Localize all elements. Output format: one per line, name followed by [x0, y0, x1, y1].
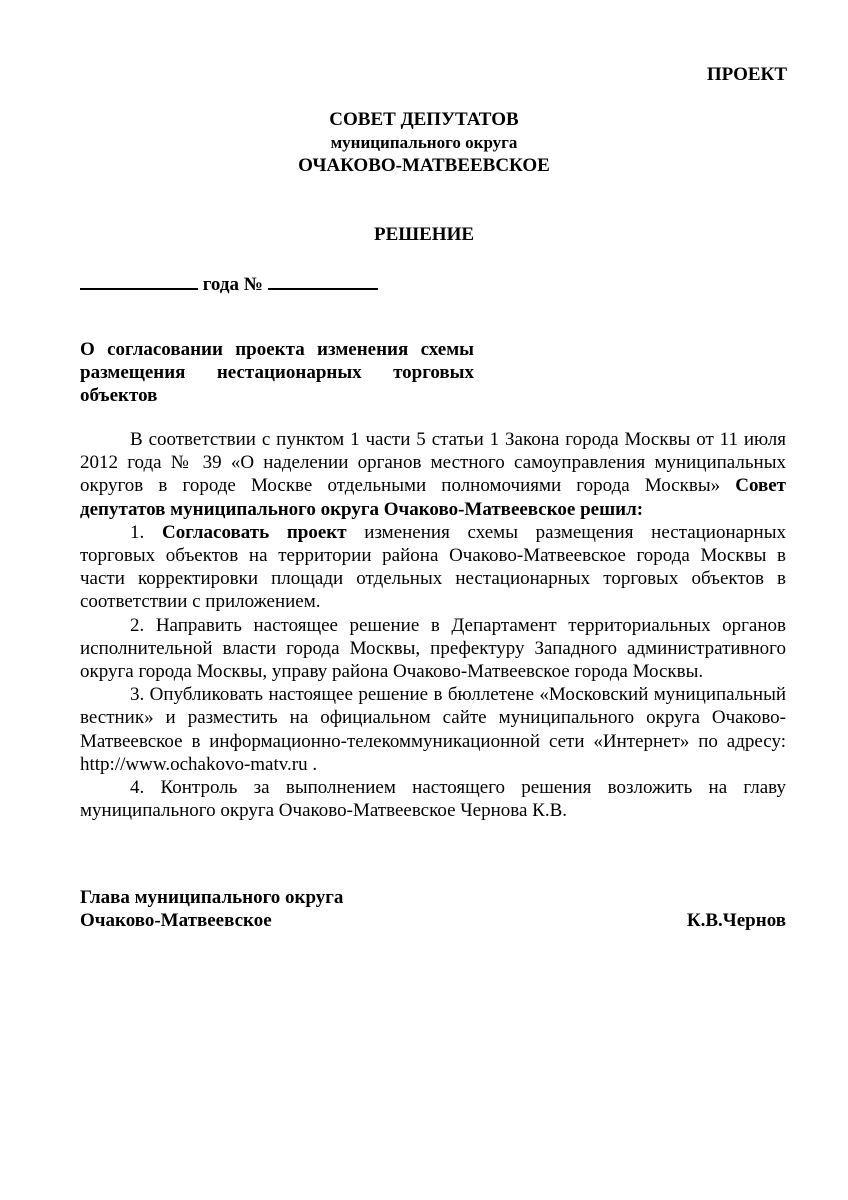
municipal-district-label: муниципального округа	[330, 133, 518, 152]
document-header	[0, 108, 848, 178]
signature-row	[80, 909, 786, 932]
item-number: 3.	[130, 684, 145, 706]
district-name: ОЧАКОВО-МАТВЕЕВСКОЕ	[298, 155, 550, 176]
decision-item	[80, 683, 786, 776]
signatory-title: Глава муниципального округа	[80, 887, 344, 908]
signatory-district: Очаково-Матвеевское	[80, 910, 272, 931]
subject-line: объектов	[80, 385, 158, 406]
decision-item	[80, 776, 786, 822]
decision-subject	[80, 338, 474, 407]
decision-item	[80, 614, 786, 684]
item-number: 2.	[130, 614, 145, 636]
date-number-line	[80, 272, 378, 296]
item-text: Направить настоящее решение в Департамент территориальных органов исполнительной власти города Москвы, префектуру Западного административного округа города Москвы, управу района Очаково-Матвеевское города Москвы.	[80, 614, 786, 683]
item-text: изменения схемы размещения нестационарных торговых объектов на территории района Очаково-Матвеевское города Москвы в части корректировки площади отдельных нестационарных торговых объектов в соответствии с приложением.	[80, 521, 786, 613]
subject-line: размещения нестационарных торговых	[80, 362, 474, 383]
item-text: Опубликовать настоящее решение в бюллетене «Московский муниципальный вестник» и разместить на официальном сайте муниципального округа Очаково-Матвеевское в информационно-телекоммуникационной сети «Интернет» по адресу: http://www.ochakovo-matv.ru .	[80, 684, 786, 775]
preamble-resolution: Совет депутатов муниципального округа Очаково-Матвеевское решил:	[80, 475, 787, 520]
draft-label: ПРОЕКТ	[706, 64, 787, 85]
item-bold-text: Согласовать проект	[161, 521, 347, 543]
decision-title: РЕШЕНИЕ	[373, 224, 475, 245]
item-text: Контроль за выполнением настоящего решения возложить на главу муниципального округа Очаково-Матвеевское Чернова К.В.	[80, 777, 786, 822]
document-body	[80, 428, 786, 822]
item-number: 4.	[130, 777, 145, 799]
preamble-paragraph	[80, 428, 786, 521]
council-title: СОВЕТ ДЕПУТАТОВ	[329, 109, 519, 130]
subject-line: О согласовании проекта изменения схемы	[80, 339, 474, 360]
decision-item	[80, 521, 786, 614]
signatory-name: К.В.Чернов	[686, 910, 786, 931]
preamble-text: В соответствии с пунктом 1 части 5 статьи 1 Закона города Москвы от 11 июля 2012 года № 39 «О наделении органов местного самоуправления муниципальных округов в городе Москве отдельными полномочиями города Москвы»	[80, 429, 786, 497]
number-blank	[268, 272, 378, 290]
signature-block	[80, 886, 786, 932]
date-number-text: года №	[202, 274, 263, 295]
item-number: 1.	[130, 521, 145, 543]
date-blank	[80, 272, 198, 290]
